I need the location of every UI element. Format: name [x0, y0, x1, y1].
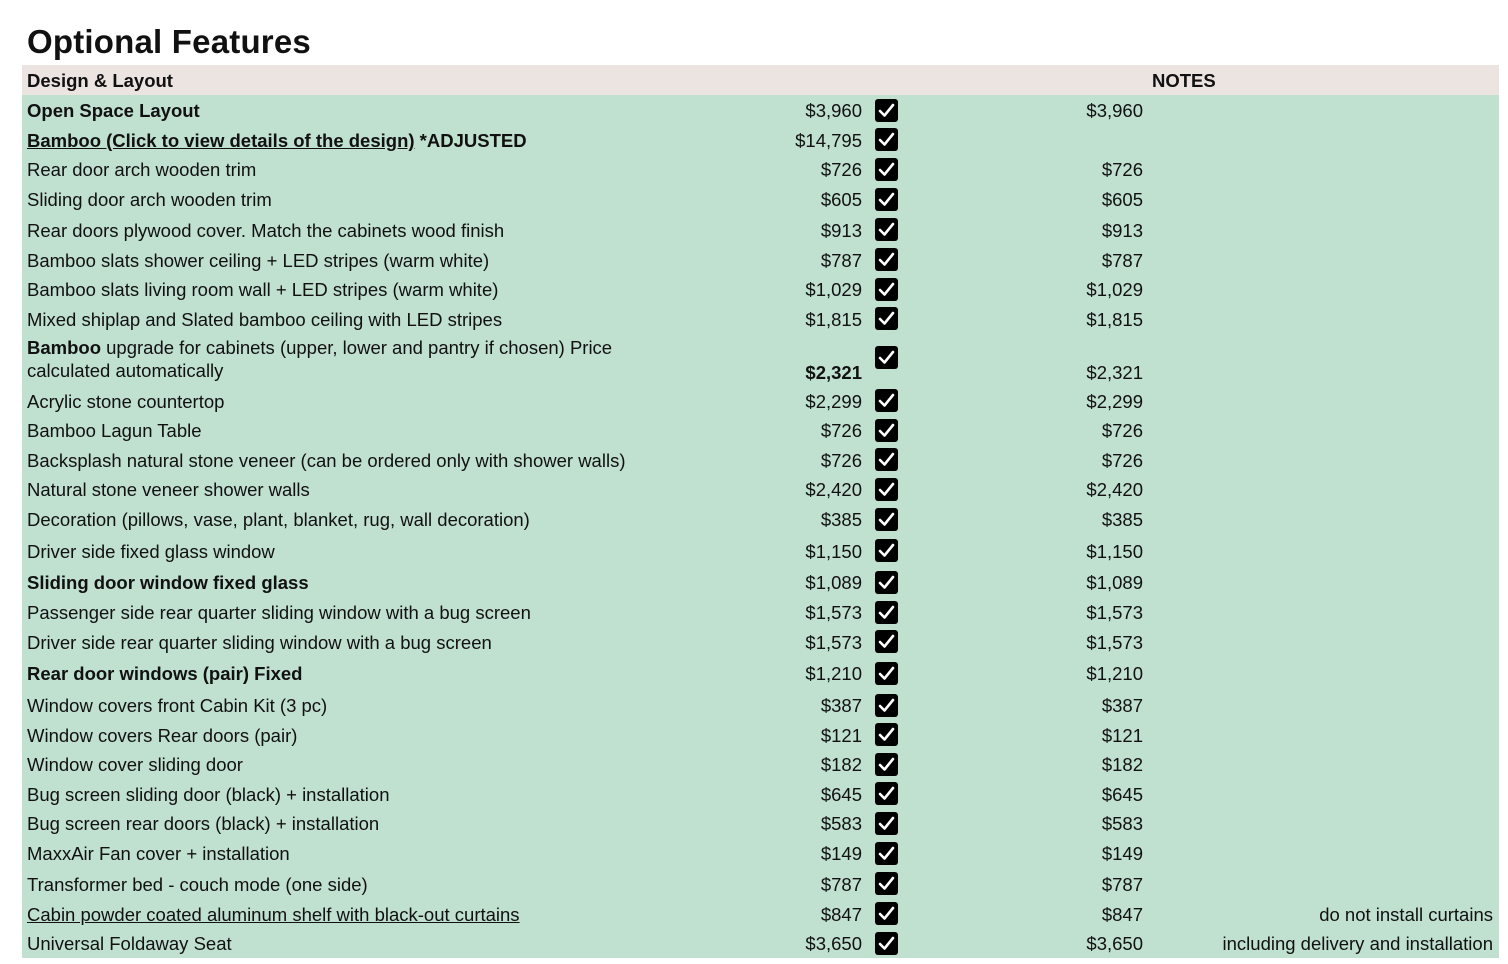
feature-name [27, 250, 489, 272]
feature-text: Bamboo slats shower ceiling + LED stripes (warm white) [27, 250, 490, 271]
feature-name [27, 813, 379, 835]
feature-text: Sliding door window fixed glass [27, 572, 309, 593]
feature-name [27, 309, 502, 331]
table-body [22, 95, 1499, 958]
checkmark-icon [875, 842, 898, 865]
line-total: $726 [1101, 159, 1143, 180]
checkmark-icon [875, 248, 898, 271]
feature-text: Bamboo slats living room wall + LED stripes (warm white) [27, 279, 499, 300]
select-checkbox[interactable] [875, 812, 898, 835]
table-row [22, 690, 1499, 720]
table-row [22, 656, 1499, 690]
feature-name[interactable] [27, 130, 527, 152]
feature-name[interactable] [27, 904, 520, 926]
feature-text: Window covers front Cabin Kit (3 pc) [27, 695, 328, 716]
checkmark-icon [875, 389, 898, 412]
checkmark-icon [875, 218, 898, 241]
line-total: $847 [1101, 904, 1143, 925]
row-note: including delivery and installation [1222, 933, 1493, 954]
feature-name [27, 336, 697, 382]
feature-text: Universal Foldaway Seat [27, 933, 232, 954]
price: $2,299 [805, 391, 862, 412]
feature-text: Passenger side rear quarter sliding window with a bug screen [27, 602, 531, 623]
feature-name [27, 933, 232, 955]
select-checkbox[interactable] [875, 478, 898, 501]
feature-name [27, 391, 224, 413]
feature-name [27, 602, 531, 624]
feature-name [27, 100, 200, 122]
select-checkbox[interactable] [875, 448, 898, 471]
feature-name [27, 159, 256, 181]
table-row [22, 808, 1499, 838]
price: $1,573 [805, 632, 862, 653]
checkmark-icon [875, 419, 898, 442]
feature-name [27, 509, 530, 531]
select-checkbox[interactable] [875, 630, 898, 653]
table-row [22, 245, 1499, 274]
feature-name [27, 725, 297, 747]
table-row [22, 274, 1499, 304]
select-checkbox[interactable] [875, 389, 898, 412]
table-header [22, 65, 1499, 95]
table-row [22, 567, 1499, 597]
feature-text: Driver side rear quarter sliding window with a bug screen [27, 632, 492, 653]
checkmark-icon [875, 902, 898, 925]
price: $3,960 [805, 100, 862, 121]
line-total: $913 [1101, 220, 1143, 241]
price: $1,150 [805, 541, 862, 562]
price: $1,815 [805, 309, 862, 330]
feature-text: MaxxAir Fan cover + installation [27, 843, 290, 864]
line-total: $1,029 [1086, 279, 1143, 300]
feature-name-bold: Bamboo [27, 337, 101, 358]
checkmark-icon [875, 782, 898, 805]
select-checkbox[interactable] [875, 753, 898, 776]
table-row [22, 415, 1499, 445]
feature-text: Rear door windows (pair) Fixed [27, 663, 303, 684]
checkmark-icon [875, 872, 898, 895]
select-checkbox[interactable] [875, 932, 898, 955]
table-row [22, 95, 1499, 125]
line-total: $605 [1101, 189, 1143, 210]
select-checkbox[interactable] [875, 723, 898, 746]
feature-text: Open Space Layout [27, 100, 200, 121]
checkmark-icon [875, 508, 898, 531]
line-total: $182 [1101, 754, 1143, 775]
checkmark-icon [875, 448, 898, 471]
feature-name [27, 279, 498, 301]
checkmark-icon [875, 812, 898, 835]
table-row [22, 214, 1499, 245]
checkmark-icon [875, 932, 898, 955]
feature-text: Sliding door arch wooden trim [27, 189, 272, 210]
feature-name [27, 874, 368, 896]
feature-text: Natural stone veneer shower walls [27, 479, 310, 500]
feature-text: Window covers Rear doors (pair) [27, 725, 298, 746]
select-checkbox[interactable] [875, 694, 898, 717]
feature-name [27, 754, 243, 776]
line-total: $726 [1101, 450, 1143, 471]
line-total: $1,089 [1086, 572, 1143, 593]
line-total: $1,150 [1086, 541, 1143, 562]
select-checkbox[interactable] [875, 278, 898, 301]
price: $1,089 [805, 572, 862, 593]
table-row [22, 749, 1499, 779]
line-total: $2,321 [1086, 362, 1143, 383]
feature-name [27, 220, 504, 242]
line-total: $3,960 [1086, 100, 1143, 121]
feature-text: Transformer bed - couch mode (one side) [27, 874, 368, 895]
line-total: $121 [1101, 725, 1143, 746]
table-row [22, 928, 1499, 958]
feature-name [27, 189, 272, 211]
price: $1,029 [805, 279, 862, 300]
select-checkbox[interactable] [875, 248, 898, 271]
select-checkbox[interactable] [875, 842, 898, 865]
row-note: do not install curtains [1319, 904, 1493, 925]
table-row [22, 627, 1499, 656]
feature-text: Mixed shiplap and Slated bamboo ceiling with LED stripes [27, 309, 503, 330]
line-total: $149 [1101, 843, 1143, 864]
checkmark-icon [875, 539, 898, 562]
table-row [22, 333, 1499, 386]
table-row [22, 445, 1499, 474]
checkmark-icon [875, 188, 898, 211]
line-total: $2,299 [1086, 391, 1143, 412]
table-row [22, 534, 1499, 567]
table-row [22, 597, 1499, 627]
line-total: $2,420 [1086, 479, 1143, 500]
table-row [22, 779, 1499, 808]
select-checkbox[interactable] [875, 419, 898, 442]
checkmark-icon [875, 571, 898, 594]
line-total: $385 [1101, 509, 1143, 530]
select-checkbox[interactable] [875, 158, 898, 181]
section-heading: Design & Layout [27, 70, 173, 91]
table-row [22, 868, 1499, 899]
table-row [22, 504, 1499, 534]
select-checkbox[interactable] [875, 218, 898, 241]
table-row [22, 154, 1499, 184]
price: $787 [820, 250, 862, 271]
select-checkbox[interactable] [875, 662, 898, 685]
price: $3,650 [805, 933, 862, 954]
line-total: $387 [1101, 695, 1143, 716]
select-checkbox[interactable] [875, 601, 898, 624]
page-title: Optional Features [27, 23, 311, 60]
select-checkbox[interactable] [875, 307, 898, 330]
price: $726 [820, 159, 862, 180]
price: $182 [820, 754, 862, 775]
feature-name [27, 420, 202, 442]
feature-name [27, 572, 309, 594]
feature-text: Rear door arch wooden trim [27, 159, 257, 180]
table-row [22, 899, 1499, 928]
price: $1,210 [805, 663, 862, 684]
checkmark-icon [875, 662, 898, 685]
feature-name [27, 632, 492, 654]
price: $2,321 [805, 362, 862, 383]
feature-name [27, 843, 290, 865]
checkmark-icon [875, 478, 898, 501]
checkmark-icon [875, 346, 898, 369]
select-checkbox[interactable] [875, 902, 898, 925]
feature-name [27, 479, 310, 501]
checkmark-icon [875, 158, 898, 181]
feature-adjusted-flag: *ADJUSTED [419, 130, 527, 151]
checkmark-icon [875, 601, 898, 624]
select-checkbox[interactable] [875, 346, 898, 369]
feature-name [27, 663, 302, 685]
feature-text: Decoration (pillows, vase, plant, blanket, rug, wall decoration) [27, 509, 530, 530]
feature-text: Backsplash natural stone veneer (can be ordered only with shower walls) [27, 450, 626, 471]
select-checkbox[interactable] [875, 128, 898, 151]
table-row [22, 386, 1499, 415]
feature-name [27, 695, 327, 717]
price: $2,420 [805, 479, 862, 500]
checkmark-icon [875, 694, 898, 717]
select-checkbox[interactable] [875, 508, 898, 531]
table-row [22, 184, 1499, 214]
feature-text: Bamboo Lagun Table [27, 420, 202, 441]
select-checkbox[interactable] [875, 188, 898, 211]
feature-link[interactable]: Cabin powder coated aluminum shelf with black-out curtains [27, 904, 520, 925]
price: $387 [820, 695, 862, 716]
feature-text: Bug screen sliding door (black) + installation [27, 784, 390, 805]
feature-text: Rear doors plywood cover. Match the cabinets wood finish [27, 220, 505, 241]
price: $605 [820, 189, 862, 210]
price: $14,795 [795, 130, 862, 151]
feature-text: upgrade for cabinets (upper, lower and pantry if chosen) Price calculated automatically [27, 337, 613, 381]
checkmark-icon [875, 753, 898, 776]
checkmark-icon [875, 99, 898, 122]
line-total: $1,573 [1086, 602, 1143, 623]
select-checkbox[interactable] [875, 571, 898, 594]
table-row [22, 125, 1499, 154]
price: $787 [820, 874, 862, 895]
select-checkbox[interactable] [875, 539, 898, 562]
table-row [22, 838, 1499, 868]
feature-name [27, 784, 389, 806]
line-total: $645 [1101, 784, 1143, 805]
line-total: $1,573 [1086, 632, 1143, 653]
price: $726 [820, 420, 862, 441]
feature-text: Window cover sliding door [27, 754, 243, 775]
checkmark-icon [875, 723, 898, 746]
feature-link[interactable]: Bamboo (Click to view details of the design) [27, 130, 415, 151]
line-total: $1,210 [1086, 663, 1143, 684]
table-row [22, 720, 1499, 749]
feature-text: Acrylic stone countertop [27, 391, 225, 412]
line-total: $583 [1101, 813, 1143, 834]
checkmark-icon [875, 278, 898, 301]
feature-text: Bug screen rear doors (black) + installation [27, 813, 380, 834]
line-total: $1,815 [1086, 309, 1143, 330]
price: $1,573 [805, 602, 862, 623]
feature-name [27, 541, 275, 563]
price: $726 [820, 450, 862, 471]
checkmark-icon [875, 630, 898, 653]
select-checkbox[interactable] [875, 782, 898, 805]
line-total: $787 [1101, 250, 1143, 271]
line-total: $787 [1101, 874, 1143, 895]
price: $121 [820, 725, 862, 746]
line-total: $726 [1101, 420, 1143, 441]
feature-name [27, 450, 625, 472]
checkmark-icon [875, 307, 898, 330]
select-checkbox[interactable] [875, 872, 898, 895]
select-checkbox[interactable] [875, 99, 898, 122]
price: $385 [820, 509, 862, 530]
table-row [22, 474, 1499, 504]
price: $645 [820, 784, 862, 805]
price: $913 [820, 220, 862, 241]
notes-heading: NOTES [1152, 70, 1216, 91]
line-total: $3,650 [1086, 933, 1143, 954]
checkmark-icon [875, 128, 898, 151]
price: $583 [820, 813, 862, 834]
feature-text: Driver side fixed glass window [27, 541, 275, 562]
price: $149 [820, 843, 862, 864]
price: $847 [820, 904, 862, 925]
table-row [22, 304, 1499, 333]
features-table [22, 65, 1499, 958]
